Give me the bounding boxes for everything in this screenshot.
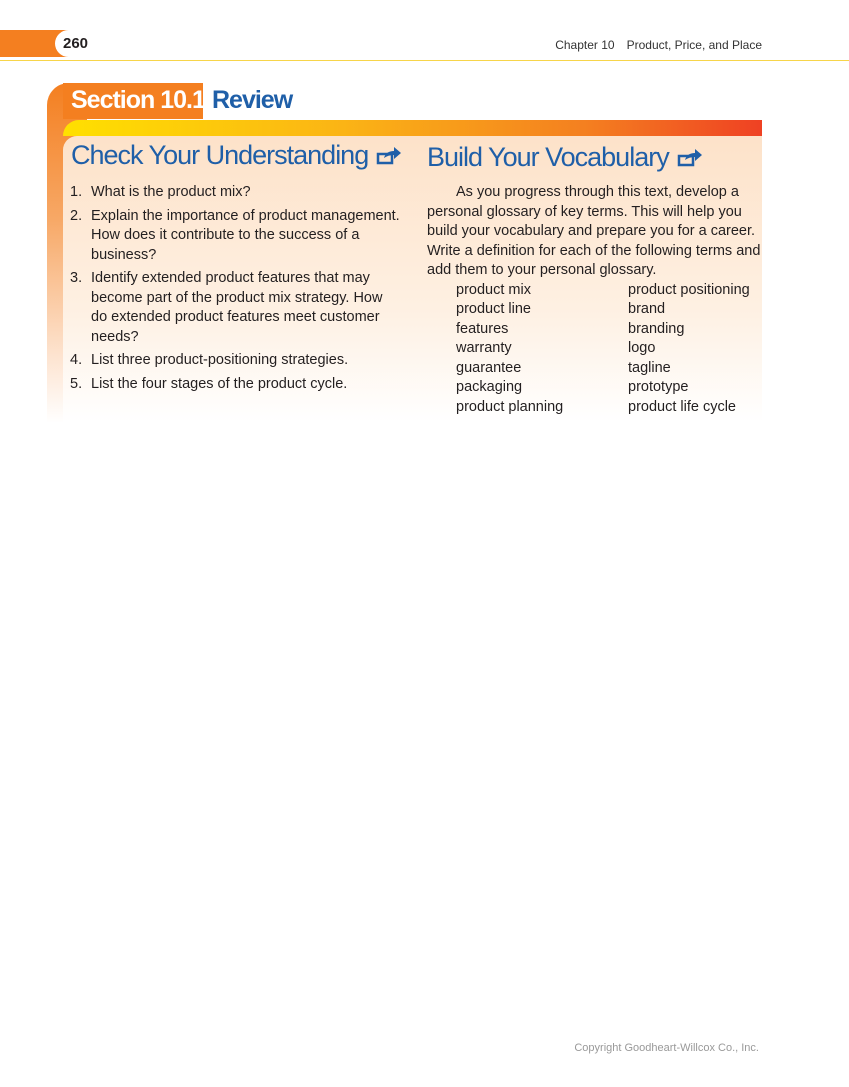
check-heading (71, 140, 402, 171)
term: product life cycle (628, 398, 736, 415)
term: product planning (456, 398, 564, 415)
vocab-heading (427, 142, 703, 173)
term: tagline (628, 359, 671, 376)
term: packaging (456, 379, 523, 395)
item-text: List three product-positioning strategies. (91, 352, 349, 368)
chapter-title: Product, Price, and Place (626, 38, 762, 52)
item-text: What is the product mix? (91, 184, 251, 200)
item-text: List the four stages of the product cycle. (91, 375, 348, 392)
term: guarantee (456, 359, 522, 376)
term: product line (456, 301, 531, 317)
share-arrow-icon[interactable] (376, 146, 402, 166)
term: prototype (628, 379, 689, 395)
term: logo (628, 340, 656, 356)
item-text: Identify extended product features that may become part of the product mix strategy. How do extended product features meet customer needs? (91, 270, 383, 345)
running-header (555, 38, 762, 52)
item-text: Explain the importance of product management. How does it contribute to the success of a business? (91, 207, 400, 263)
share-arrow-icon[interactable] (677, 148, 703, 168)
list-item (70, 207, 400, 266)
term: product mix (456, 281, 531, 298)
term: brand (628, 301, 666, 317)
term: warranty (456, 340, 512, 356)
term: features (456, 320, 509, 337)
section-label: Section 10.1 (63, 83, 203, 119)
question-list (70, 183, 400, 398)
vocab-section (427, 183, 762, 417)
term-grid (427, 281, 762, 418)
item-number: 4. (70, 352, 83, 368)
vocab-heading-text: Build Your Vocabulary (427, 142, 669, 172)
item-number: 1. (70, 184, 83, 200)
item-number: 3. (70, 270, 83, 286)
gradient-bar (63, 120, 762, 136)
term: branding (628, 320, 685, 337)
copyright: Copyright Goodheart-Willcox Co., Inc. (574, 1042, 759, 1054)
item-number: 2. (70, 207, 83, 224)
section-title: Review (212, 86, 293, 114)
item-number: 5. (70, 375, 83, 392)
vocab-intro: As you progress through this text, develop a personal glossary of key terms. This will help you build your vocabulary and prepare you for a career. Write a definition for each of the following terms and add them to your personal glossary. (427, 184, 761, 278)
list-item (70, 351, 400, 371)
page-number: 260 (55, 30, 95, 57)
list-item (70, 183, 400, 203)
chapter-number: Chapter 10 (555, 38, 615, 52)
list-item (70, 375, 400, 395)
check-heading-text: Check Your Understanding (71, 140, 369, 170)
term: product positioning (628, 281, 750, 298)
header-rule (0, 60, 849, 61)
list-item (70, 269, 400, 347)
